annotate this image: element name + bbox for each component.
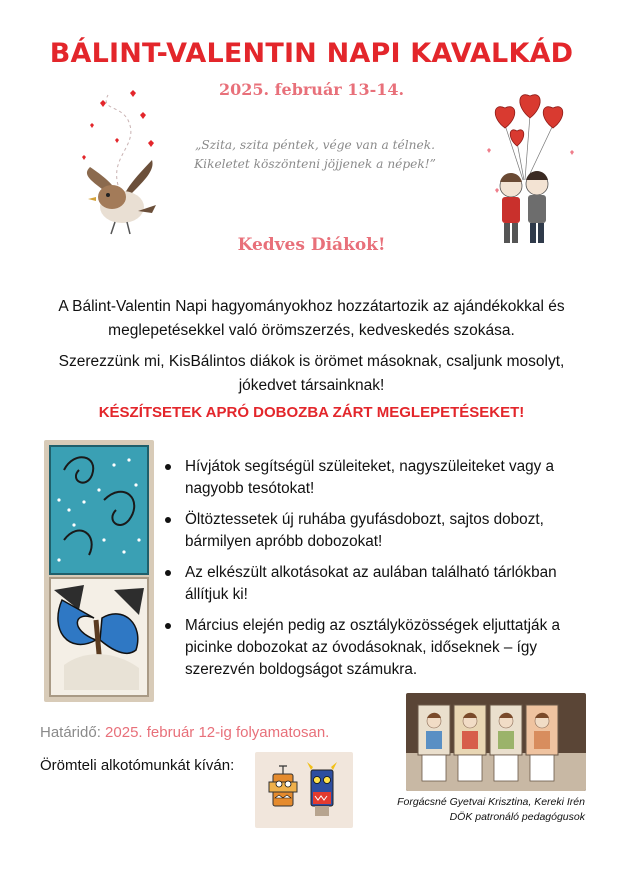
paragraph-line: meglepetésekkel való örömszerzés, kedveskedés szokása. <box>108 322 515 339</box>
paragraph-line: A Bálint-Valentin Napi hagyományokhoz hozzátartozik az ajándékokkal és <box>58 298 565 315</box>
list-item <box>163 615 583 681</box>
deadline-label: Határidő: <box>40 724 101 741</box>
list-item-line: nagyobb tesótokat! <box>185 480 315 497</box>
list-item-line: Hívjátok segítségül szüleiteket, nagyszüleiteket vagy a <box>185 458 555 475</box>
decorated-boxes-photo <box>406 693 586 791</box>
quote-line: Kikeletet köszönteni jöjjenek a népek!” <box>194 157 436 171</box>
list-item-line: Március elején pedig az osztályközösségek eljuttatják a <box>185 617 560 634</box>
signature-names: Forgácsné Gyetvai Krisztina, Kereki Irén <box>397 796 585 808</box>
paragraph-line: Szerezzünk mi, KisBálintos diákok is örömet másoknak, csaljunk mosolyt, <box>58 353 565 370</box>
couple-balloons-illustration <box>475 90 585 250</box>
paragraph-line: jókedvet társainknak! <box>238 377 385 394</box>
quote-line: „Szita, szita péntek, vége van a télnek. <box>195 138 435 152</box>
list-item-line: bármilyen apróbb dobozokat! <box>185 533 383 550</box>
signature <box>375 795 585 825</box>
list-item-line: Az elkészült alkotásokat az aulában található tárlókban <box>185 564 557 581</box>
monster-crafts-photo <box>255 752 353 828</box>
page-title: BÁLINT-VALENTIN NAPI KAVALKÁD <box>49 38 574 69</box>
list-item <box>163 456 583 500</box>
intro-paragraph-2 <box>40 350 583 398</box>
event-date: 2025. február 13-14. <box>218 80 405 99</box>
intro-paragraph-1 <box>40 295 583 343</box>
list-item <box>163 562 583 606</box>
poem-quote <box>150 136 480 174</box>
list-item-line: szerezvén boldogságot számukra. <box>185 661 418 678</box>
instruction-list <box>163 456 583 690</box>
call-to-action: KÉSZÍTSETEK APRÓ DOBOZBA ZÁRT MEGLEPETÉSEKET! <box>98 404 525 421</box>
list-item-line: állítjuk ki! <box>185 586 248 603</box>
signature-role: DÖK patronáló pedagógusok <box>449 811 585 823</box>
list-item-line: picinke dobozokat az óvodásoknak, időseknek – így <box>185 639 538 656</box>
matchbox-photo <box>44 440 154 702</box>
deadline-value: 2025. február 12-ig folyamatosan. <box>105 724 330 741</box>
deadline <box>40 724 329 741</box>
list-item-line: Öltöztessetek új ruhába gyufásdobozt, sajtos dobozt, <box>185 511 544 528</box>
list-item <box>163 509 583 553</box>
closing-wish: Örömteli alkotómunkát kíván: <box>40 757 235 774</box>
greeting: Kedves Diákok! <box>237 235 386 255</box>
